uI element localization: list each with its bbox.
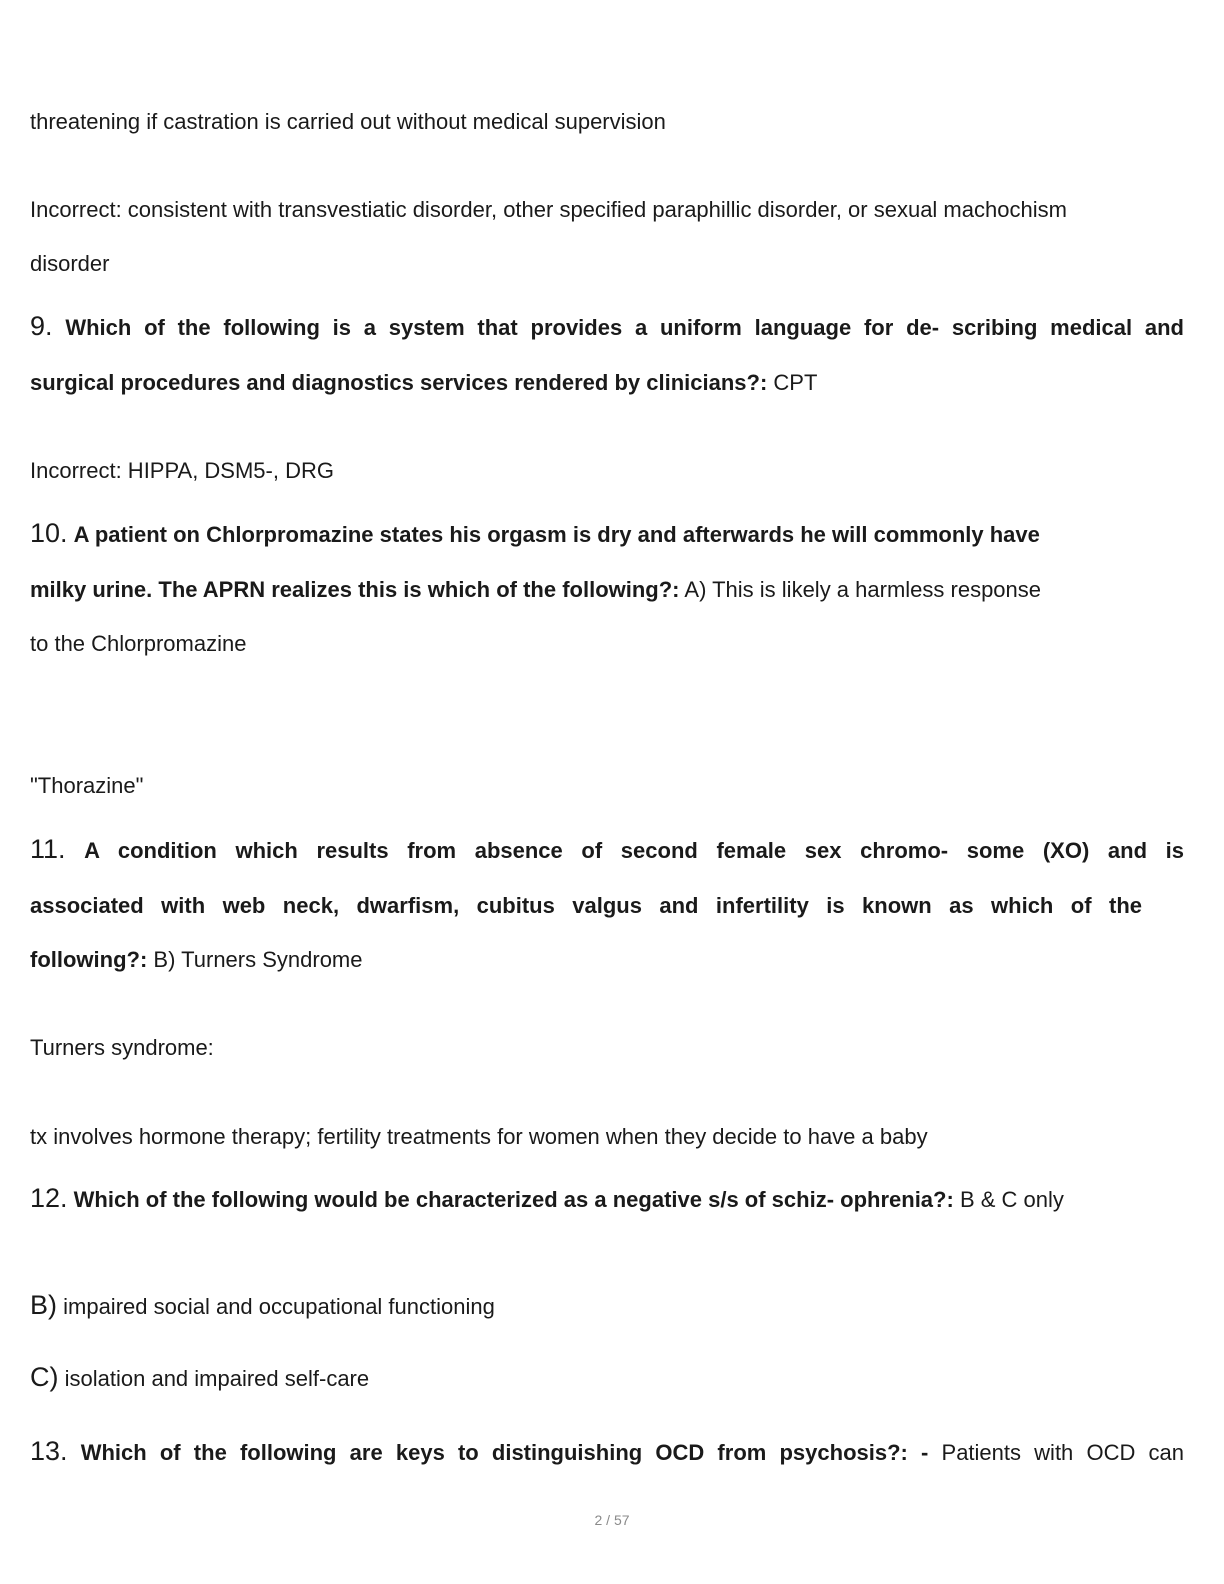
text-line — [30, 107, 666, 137]
text-line — [30, 456, 334, 486]
question-9-line-2 — [30, 368, 817, 398]
question-text: surgical procedures and diagnostics services rendered by clinicians?: — [30, 370, 768, 395]
answer-text: B & C only — [959, 1187, 1064, 1212]
question-10-line-1 — [30, 518, 1040, 550]
question-text: associated with web neck, dwarfism, cubitus valgus and infertility is known as which of the — [30, 893, 1142, 918]
question-text: Which of the following are keys to distinguishing OCD from psychosis?: - — [80, 1440, 929, 1465]
option-text: impaired social and occupational functioning — [63, 1294, 495, 1319]
question-text: Which of the following would be characterized as a negative s/s of schiz- ophrenia?: — [73, 1187, 954, 1212]
option-letter: C) — [30, 1362, 59, 1392]
text-line — [30, 771, 143, 801]
note-text: "Thorazine" — [30, 773, 144, 798]
question-text: following?: — [30, 947, 148, 972]
question-number: 11. — [30, 834, 66, 864]
question-text: Which of the following is a system that provides a uniform language for de- scribing medical and — [65, 315, 1184, 340]
question-11-line-2 — [30, 891, 1142, 921]
option-b — [30, 1290, 495, 1322]
question-11-line-1 — [30, 834, 1184, 866]
answer-text: A) This is likely a harmless response — [684, 577, 1042, 602]
question-number: 9. — [30, 311, 53, 341]
answer-text: B) Turners Syndrome — [153, 947, 363, 972]
question-text: milky urine. The APRN realizes this is which of the following?: — [30, 577, 680, 602]
page-number: 2 / 57 — [594, 1512, 630, 1528]
question-number: 10. — [30, 518, 68, 548]
text-line — [30, 249, 109, 279]
question-number: 13. — [30, 1436, 68, 1466]
option-letter: B) — [30, 1290, 57, 1320]
question-10-line-2 — [30, 575, 1041, 605]
text-line — [30, 1033, 214, 1063]
question-13-line-1 — [30, 1436, 1184, 1468]
note-text: tx involves hormone therapy; fertility treatments for women when they decide to have a baby — [30, 1124, 928, 1149]
question-9-line-1 — [30, 311, 1184, 343]
option-text: isolation and impaired self-care — [64, 1366, 370, 1391]
note-text: Turners syndrome: — [30, 1035, 214, 1060]
question-text: A patient on Chlorpromazine states his orgasm is dry and afterwards he will commonly have — [73, 522, 1040, 547]
option-c — [30, 1362, 369, 1394]
answer-text-cont: to the Chlorpromazine — [30, 631, 247, 656]
continuation-text: threatening if castration is carried out without medical supervision — [30, 109, 666, 134]
question-text: A condition which results from absence of second female sex chromo- some (XO) and is — [84, 838, 1184, 863]
text-line — [30, 1122, 928, 1152]
incorrect-note-cont: disorder — [30, 251, 110, 276]
question-11-line-3 — [30, 945, 363, 975]
text-line — [30, 629, 246, 659]
question-number: 12. — [30, 1183, 68, 1213]
incorrect-note: Incorrect: consistent with transvestiatic disorder, other specified paraphillic disorder, or sexual machochism — [30, 197, 1067, 222]
incorrect-note: Incorrect: HIPPA, DSM5-, DRG — [30, 458, 334, 483]
answer-text: CPT — [773, 370, 818, 395]
text-line — [30, 195, 1067, 225]
question-12-line-1 — [30, 1183, 1064, 1215]
answer-text: Patients with OCD can — [941, 1440, 1184, 1465]
